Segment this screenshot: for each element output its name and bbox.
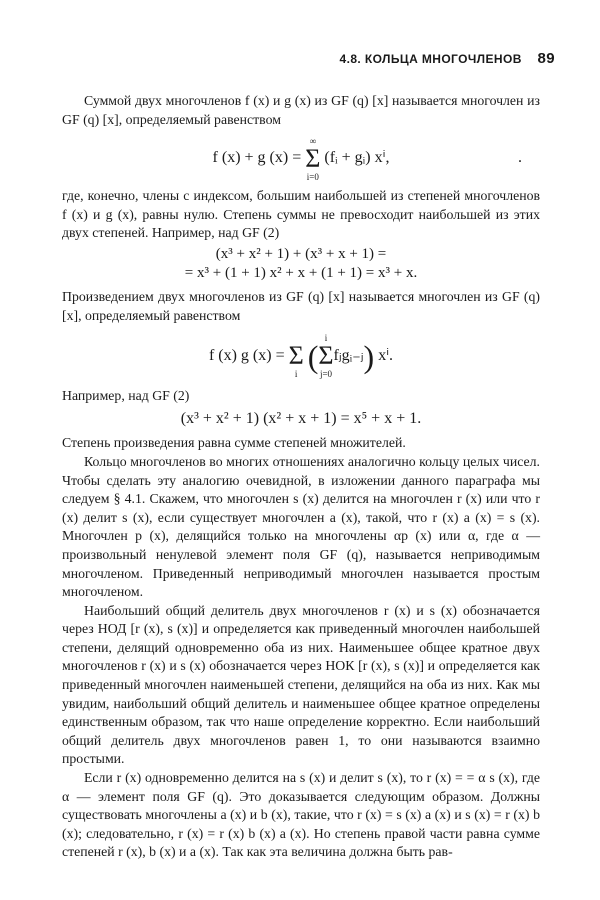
formula-product-definition <box>62 330 540 382</box>
formula-lhs: f (x) + g (x) = <box>212 149 302 167</box>
paragraph-ring: Кольцо многочленов во многих отношениях аналогично кольцу целых чисел. Чтобы сделать эту аналогию очевидной, в изложении данного параграфа мы следуем § 4.1. Скажем, что многочлен s (x) делится на многочлен r (x) или что r (x) делит s (x), если существует многочлен a (x), такой, что r (x) a (x) = s (x). Многочлен p (x), делящийся только на многочлены αp (x) или α, где α — произвольный ненулевой элемент поля GF (q), называется неприводимым многочленом. Приведенный неприводимый многочлен называется простым многочленом. <box>62 453 540 600</box>
formula-line-2: = x³ + (1 + 1) x² + x + (1 + 1) = x³ + x. <box>184 264 418 281</box>
page-body <box>62 92 540 862</box>
page-number: 89 <box>537 50 555 67</box>
summation <box>305 136 320 182</box>
outer-summation <box>289 333 304 379</box>
right-paren: ) <box>363 338 375 375</box>
outer-sum-index: i <box>294 369 298 380</box>
sigma-sign: Σ <box>318 341 334 371</box>
formula-lhs: f (x) g (x) = <box>208 347 285 365</box>
paragraph-proof: Если r (x) одновременно делится на s (x) и делит s (x), то r (x) = = α s (x), где α — элемент поля GF (q). Это доказывается следующим образом. Должны существовать многочлены a (x) и b (x), такие, что r (x) = s (x) a (x) и s (x) = r (x) b (x); следовательно, r (x) = r (x) b (x) a (x). Но степень правой части равна сумме степеней r (x), b (x) и a (x). Так как эта величина должна быть рав- <box>62 770 540 860</box>
paragraph-sum-note: где, конечно, члены с индексом, большим наибольшей из степеней многочленов f (x) и g (x), равны нулю. Степень суммы не превосходит наибольшей из этих двух степеней. Например, над GF (2) <box>62 188 540 241</box>
left-paren: ( <box>307 338 319 375</box>
running-header <box>0 50 555 67</box>
inner-summation <box>318 333 333 379</box>
paragraph-degree: Степень произведения равна сумме степеней множителей. <box>62 435 406 451</box>
formula-sum-definition <box>62 134 540 182</box>
paragraph-gcd: Наибольший общий делитель двух многочленов r (x) и s (x) обозначается через НОД [r (x), s (x)] и определяется как приведенный многочлен наибольшей степени, делящий одновременно оба из них. Наименьшее общее кратное двух многочленов r (x) и s (x) обозначается через НОК [r (x), s (x)] и определяется как приведенный многочлен наименьшей степени, делящийся на оба из них. Как мы увидим, наибольший общий делитель и наименьшее общее кратное определены единственным образом, так что наше определение корректно. Если наибольший общий делитель двух многочленов равен 1, то они называются взаимно простыми. <box>62 602 540 767</box>
inner-body: fⱼgᵢ₋ⱼ <box>333 347 364 365</box>
sigma-sign: Σ <box>305 143 321 173</box>
paragraph-example-label: Например, над GF (2) <box>62 388 190 404</box>
paragraph-sum-definition: Суммой двух многочленов f (x) и g (x) из GF (q) [x] называется многочлен из GF (q) [x], определяемый равенством <box>62 93 540 127</box>
sigma-sign: Σ <box>288 341 304 371</box>
formula-trailing-dot: . <box>518 149 522 167</box>
paragraph-product-definition: Произведением двух многочленов из GF (q) [x] называется многочлен из GF (q) [x], определяемый равенством <box>62 288 540 323</box>
sum-upper-limit: ∞ <box>309 135 316 146</box>
formula-example-sum <box>62 245 540 283</box>
formula-body: (fᵢ + gᵢ) xⁱ, <box>324 149 390 167</box>
section-title: 4.8. КОЛЬЦА МНОГОЧЛЕНОВ <box>339 52 522 66</box>
formula-tail: xⁱ. <box>378 347 394 365</box>
formula-example-product: (x³ + x² + 1) (x² + x + 1) = x⁵ + x + 1. <box>180 409 422 427</box>
inner-sum-upper: i <box>324 333 328 344</box>
formula-line-1: (x³ + x² + 1) + (x³ + x + 1) = <box>215 245 387 262</box>
sum-lower-limit: i=0 <box>306 171 319 182</box>
inner-sum-lower: j=0 <box>319 369 333 380</box>
